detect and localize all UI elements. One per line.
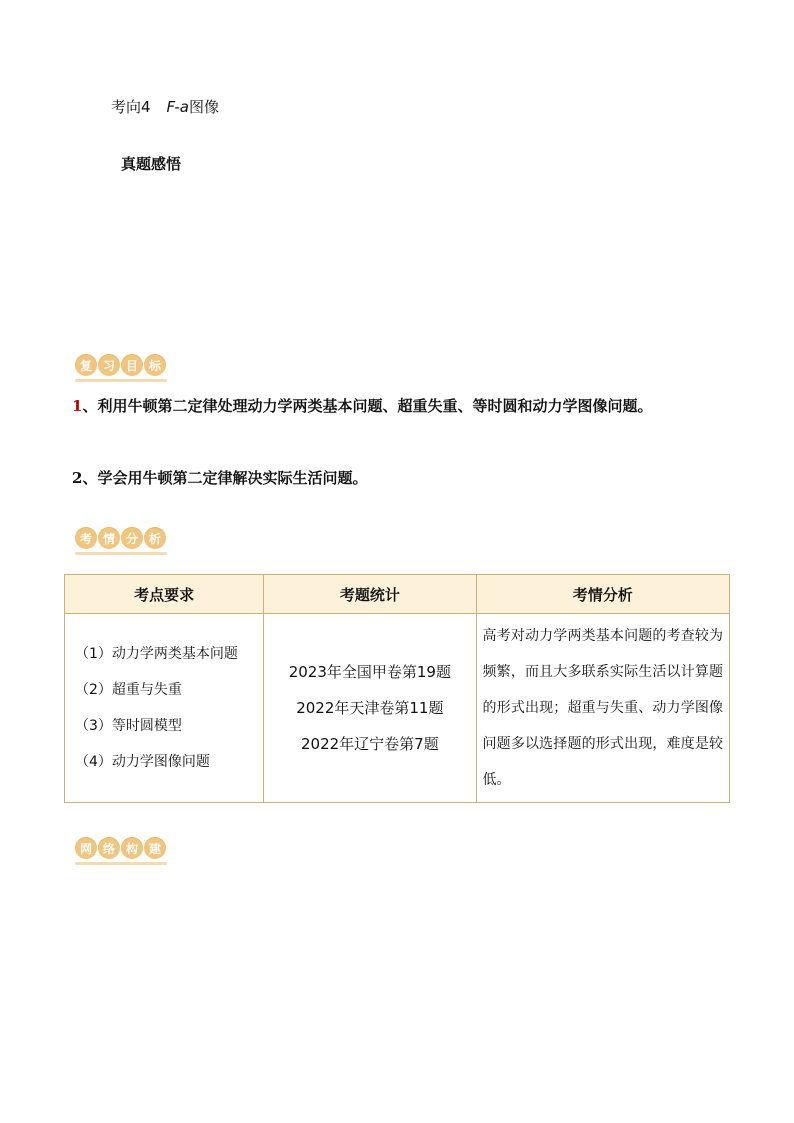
stat-item: 2023年全国甲卷第19题	[288, 663, 451, 681]
requirements-cell	[65, 614, 264, 803]
goal-text: 、学会用牛顿第二定律解决实际生活问题。	[82, 469, 368, 487]
goal-number: 1	[72, 397, 83, 415]
badge-char: 目	[121, 354, 143, 376]
goal-number: 2	[72, 469, 83, 487]
heading-prefix: 考向4	[111, 98, 151, 116]
badge-underline	[75, 552, 167, 555]
badge-char: 析	[144, 527, 166, 549]
exam-analysis-badge	[75, 527, 167, 553]
badge-underline	[75, 862, 167, 865]
heading-topic: F-a	[166, 98, 189, 116]
badge-underline	[75, 379, 167, 382]
analysis-cell: 高考对动力学两类基本问题的考查较为频繁，而且大多联系实际生活以计算题的形式出现；超重与失重、动力学图像问题多以选择题的形式出现，难度是较低。	[476, 614, 729, 803]
stat-item: 2022年辽宁卷第7题	[301, 735, 439, 753]
badge-char: 情	[98, 527, 120, 549]
badge-char: 考	[75, 527, 97, 549]
section-heading	[111, 96, 219, 117]
stat-item: 2022年天津卷第11题	[296, 699, 444, 717]
stats-cell	[264, 614, 476, 803]
badge-char: 复	[75, 354, 97, 376]
requirement-item: （3）等时圆模型	[75, 718, 182, 734]
badge-char: 建	[144, 837, 166, 859]
badge-char: 网	[75, 837, 97, 859]
zhenti-title: 真题感悟	[121, 155, 182, 173]
header-analysis: 考情分析	[476, 575, 729, 614]
badge-char: 构	[121, 837, 143, 859]
badge-char: 分	[121, 527, 143, 549]
table-row	[65, 614, 730, 803]
requirement-item: （1）动力学两类基本问题	[75, 646, 238, 662]
review-goals-badge	[75, 354, 167, 380]
heading-suffix: 图像	[188, 98, 219, 116]
exam-analysis-table	[64, 574, 730, 803]
requirement-item: （2）超重与失重	[75, 682, 182, 698]
table-header-row	[65, 575, 730, 614]
header-requirements: 考点要求	[65, 575, 264, 614]
goal-item-1	[72, 389, 732, 423]
requirement-item: （4）动力学图像问题	[75, 754, 210, 770]
badge-char: 络	[98, 837, 120, 859]
goal-item-2	[72, 461, 732, 495]
badge-char: 习	[98, 354, 120, 376]
badge-char: 标	[144, 354, 166, 376]
goal-text: 、利用牛顿第二定律处理动力学两类基本问题、超重失重、等时圆和动力学图像问题。	[82, 397, 653, 415]
network-build-badge	[75, 837, 167, 863]
header-stats: 考题统计	[264, 575, 476, 614]
